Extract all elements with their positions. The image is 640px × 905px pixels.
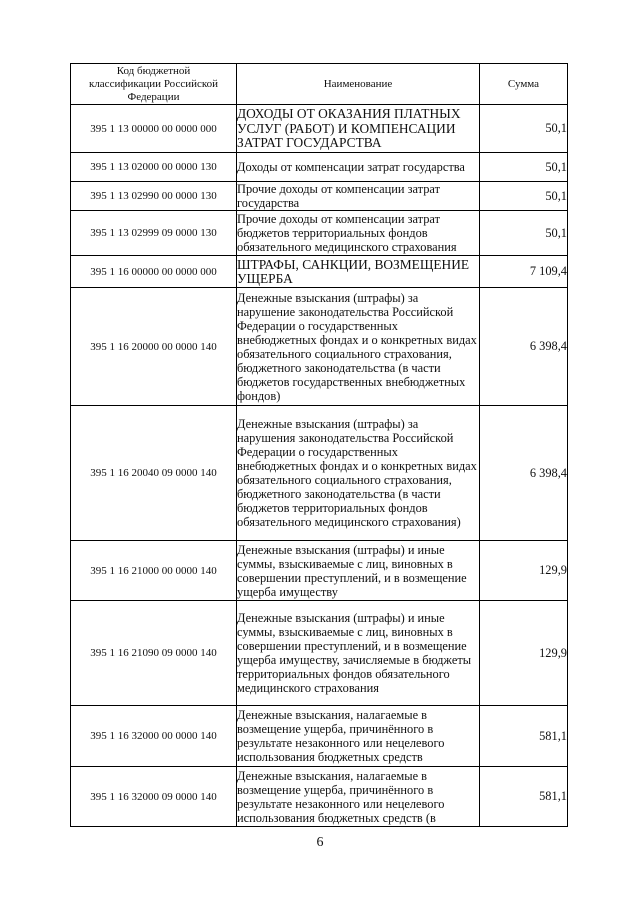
row-code: 395 1 13 00000 00 0000 000 bbox=[71, 105, 237, 153]
row-name: Денежные взыскания (штрафы) за нарушение законодательства Российской Федерации о государственных внебюджетных фондах и о конкретных видах обязательного социального страхования, бюджетного законодательства (в части бюджетов государственных внебюджетных фондов) bbox=[237, 288, 480, 406]
table-row bbox=[71, 706, 568, 767]
row-name: Прочие доходы от компенсации затрат бюджетов территориальных фондов обязательного медицинского страхования bbox=[237, 211, 480, 256]
table-row bbox=[71, 105, 568, 153]
row-sum: 6 398,4 bbox=[480, 288, 568, 406]
row-code: 395 1 13 02999 09 0000 130 bbox=[71, 211, 237, 256]
table-row bbox=[71, 541, 568, 601]
row-name: Денежные взыскания (штрафы) и иные суммы, взыскиваемые с лиц, виновных в совершении преступлений, и в возмещение ущерба имуществу bbox=[237, 541, 480, 601]
table-row bbox=[71, 182, 568, 211]
revenue-table bbox=[70, 63, 568, 827]
row-code: 395 1 16 32000 09 0000 140 bbox=[71, 767, 237, 827]
row-code: 395 1 16 00000 00 0000 000 bbox=[71, 256, 237, 288]
row-code: 395 1 16 20000 00 0000 140 bbox=[71, 288, 237, 406]
row-sum: 6 398,4 bbox=[480, 406, 568, 541]
row-sum: 50,1 bbox=[480, 105, 568, 153]
row-code: 395 1 16 32000 00 0000 140 bbox=[71, 706, 237, 767]
table-row bbox=[71, 211, 568, 256]
row-name: Прочие доходы от компенсации затрат государства bbox=[237, 182, 480, 211]
row-sum: 50,1 bbox=[480, 153, 568, 182]
table-row bbox=[71, 406, 568, 541]
header-name: Наименование bbox=[237, 64, 480, 105]
row-name: Денежные взыскания (штрафы) за нарушения законодательства Российской Федерации о государственных внебюджетных фондах и о конкретных видах обязательного социального страхования, бюджетного законодательства (в части бюджетов территориальных фондов обязательного медицинского страхования) bbox=[237, 406, 480, 541]
row-code: 395 1 16 21000 00 0000 140 bbox=[71, 541, 237, 601]
table-row bbox=[71, 256, 568, 288]
header-sum: Сумма bbox=[480, 64, 568, 105]
row-sum: 50,1 bbox=[480, 182, 568, 211]
row-code: 395 1 13 02990 00 0000 130 bbox=[71, 182, 237, 211]
row-sum: 581,1 bbox=[480, 767, 568, 827]
row-name: Доходы от компенсации затрат государства bbox=[237, 153, 480, 182]
row-name: Денежные взыскания, налагаемые в возмещение ущерба, причинённого в результате незаконного или нецелевого использования бюджетных средств bbox=[237, 706, 480, 767]
row-sum: 129,9 bbox=[480, 541, 568, 601]
row-sum: 129,9 bbox=[480, 601, 568, 706]
row-name: Денежные взыскания, налагаемые в возмещение ущерба, причинённого в результате незаконного или нецелевого использования бюджетных средств (в bbox=[237, 767, 480, 827]
row-sum: 50,1 bbox=[480, 211, 568, 256]
row-code: 395 1 13 02000 00 0000 130 bbox=[71, 153, 237, 182]
row-name: ШТРАФЫ, САНКЦИИ, ВОЗМЕЩЕНИЕ УЩЕРБА bbox=[237, 256, 480, 288]
table-row bbox=[71, 767, 568, 827]
table-row bbox=[71, 601, 568, 706]
page-number: 6 bbox=[316, 835, 324, 850]
row-name: Денежные взыскания (штрафы) и иные суммы, взыскиваемые с лиц, виновных в совершении преступлений, и в возмещение ущерба имуществу, зачисляемые в бюджеты территориальных фондов обязательного медицинского страхования bbox=[237, 601, 480, 706]
row-code: 395 1 16 20040 09 0000 140 bbox=[71, 406, 237, 541]
header-code: Код бюджетной классификации Российской Федерации bbox=[71, 64, 237, 105]
table-row bbox=[71, 153, 568, 182]
table-row bbox=[71, 288, 568, 406]
table-header-row bbox=[71, 64, 568, 105]
row-sum: 7 109,4 bbox=[480, 256, 568, 288]
row-name: ДОХОДЫ ОТ ОКАЗАНИЯ ПЛАТНЫХ УСЛУГ (РАБОТ) И КОМПЕНСАЦИИ ЗАТРАТ ГОСУДАРСТВА bbox=[237, 105, 480, 153]
row-sum: 581,1 bbox=[480, 706, 568, 767]
row-code: 395 1 16 21090 09 0000 140 bbox=[71, 601, 237, 706]
